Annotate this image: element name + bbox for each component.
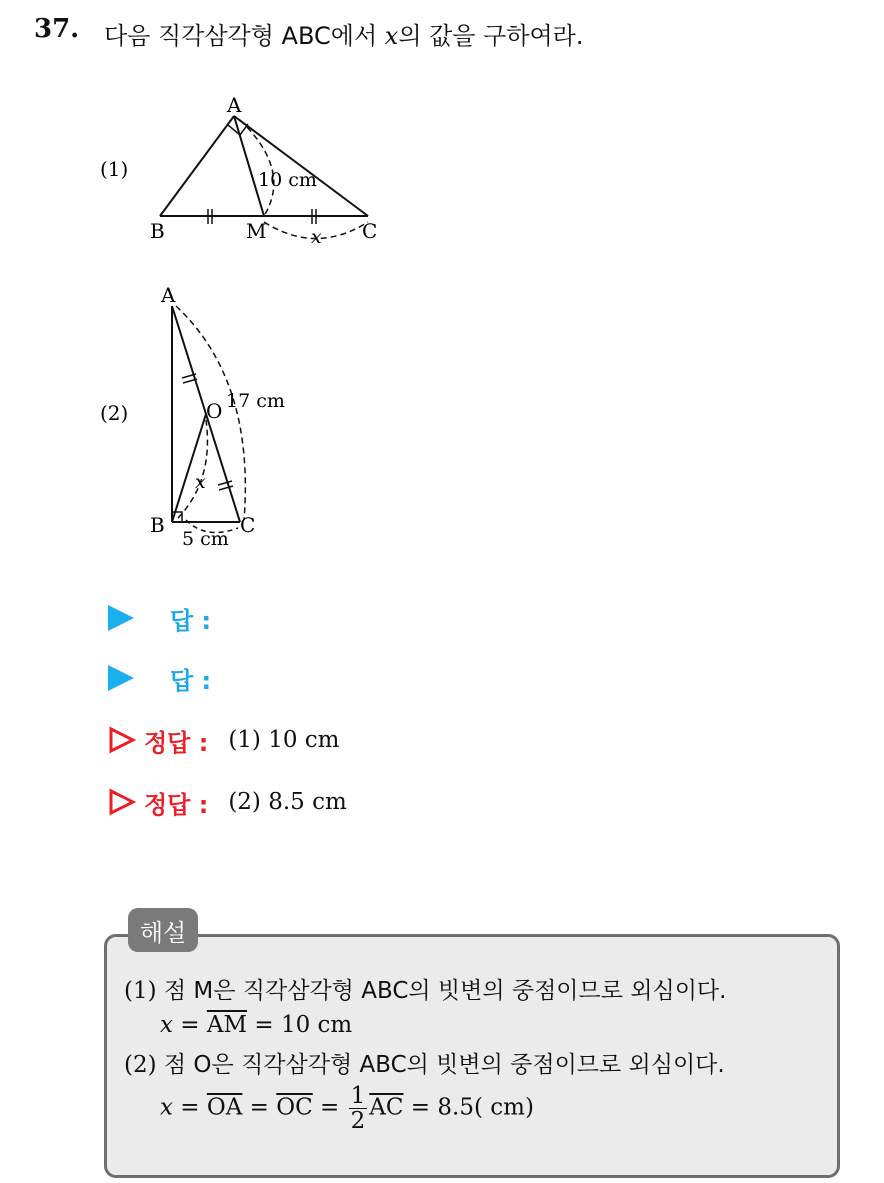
fig1-vertex-a: A	[227, 93, 242, 117]
fig2-length-bc: 5 cm	[182, 528, 229, 550]
answer-marker-icon	[108, 665, 134, 691]
correct-label: 정답 :	[144, 790, 209, 819]
solution-variable: x	[160, 1012, 173, 1038]
fig2-vertex-c: C	[240, 513, 256, 537]
correct-marker-icon	[108, 788, 136, 816]
correct-row-1	[108, 722, 340, 758]
figures	[0, 0, 884, 560]
solution-equals: =	[172, 1012, 207, 1038]
answer-label: 답 :	[170, 606, 212, 635]
fig1-variable-x: x	[311, 226, 322, 248]
question-text-after: 의 값을 구하여라.	[398, 22, 584, 50]
segment-am: $\overline{AM}$	[206, 1012, 248, 1038]
solution-line-1	[124, 972, 726, 1005]
fig1-vertex-b: B	[150, 219, 165, 243]
segment-oc: $\overline{OC}$	[276, 1094, 313, 1121]
fig1-vertex-c: C	[362, 219, 378, 243]
solution-line-4: $x = \overline{OA} = \overline{OC}$ = $\frac{1}{2}$ $\overline{AC} = 8.5$( cm)	[160, 1083, 534, 1134]
figure-1	[100, 93, 377, 248]
correct-value: (2) 8.5 cm	[228, 789, 347, 815]
fig1-median-am	[234, 116, 264, 216]
solution-result: = 8.5( cm)	[403, 1094, 534, 1121]
solution-text: 점 M은 직각삼각형 ABC의 빗변의 중점이므로 외심이다.	[163, 978, 727, 1004]
fig1-side-ac	[234, 116, 368, 216]
solution-item-number: (1)	[124, 978, 157, 1004]
segment-ac: $\overline{AC}$	[369, 1094, 404, 1121]
segment-oa: $\overline{OA}$	[206, 1094, 243, 1121]
fig2-length-ac: 17 cm	[226, 390, 285, 412]
fig2-variable-x: x	[195, 471, 206, 493]
figure-2-label: (2)	[100, 401, 129, 425]
solution-tag: 해설	[128, 908, 198, 952]
fig1-side-ab	[160, 116, 234, 216]
correct-row-2	[108, 784, 347, 820]
fig2-tick-oc-1	[218, 481, 232, 485]
fraction-denominator: 2	[350, 1108, 366, 1134]
answer-marker-icon	[108, 605, 134, 631]
answer-label: 답 :	[170, 666, 212, 695]
fig2-tick-oc-2	[219, 486, 233, 490]
correct-marker-icon	[108, 726, 136, 754]
solution-result: = 10 cm	[247, 1012, 353, 1038]
fig1-arc-am	[240, 120, 274, 216]
fig2-median-bo	[172, 414, 206, 522]
fig2-arc-bo	[178, 420, 207, 518]
fig1-vertex-m: M	[246, 219, 267, 243]
question-text-before: 다음 직각삼각형 ABC에서	[104, 22, 385, 50]
figure-2	[100, 283, 285, 550]
fig1-length-am: 10 cm	[258, 169, 317, 191]
fig2-vertex-o: O	[206, 399, 223, 423]
question-variable: x	[384, 22, 399, 50]
fraction-one-half	[349, 1084, 368, 1133]
fig2-vertex-a: A	[161, 283, 176, 307]
solution-line-2	[160, 1012, 352, 1038]
question-number: 37.	[34, 14, 80, 44]
solution-text: 점 O은 직각삼각형 ABC의 빗변의 중점이므로 외심이다.	[163, 1052, 725, 1078]
solution-item-number: (2)	[124, 1052, 157, 1078]
correct-value: (1) 10 cm	[228, 727, 340, 753]
correct-label: 정답 :	[144, 728, 209, 757]
fraction-numerator: 1	[350, 1083, 366, 1109]
figure-1-label: (1)	[100, 157, 129, 181]
solution-line-3	[124, 1046, 725, 1079]
answer-row-2	[108, 660, 211, 696]
solution-variable: x	[160, 1094, 173, 1121]
fig2-vertex-b: B	[150, 513, 165, 537]
answer-row-1	[108, 600, 211, 636]
